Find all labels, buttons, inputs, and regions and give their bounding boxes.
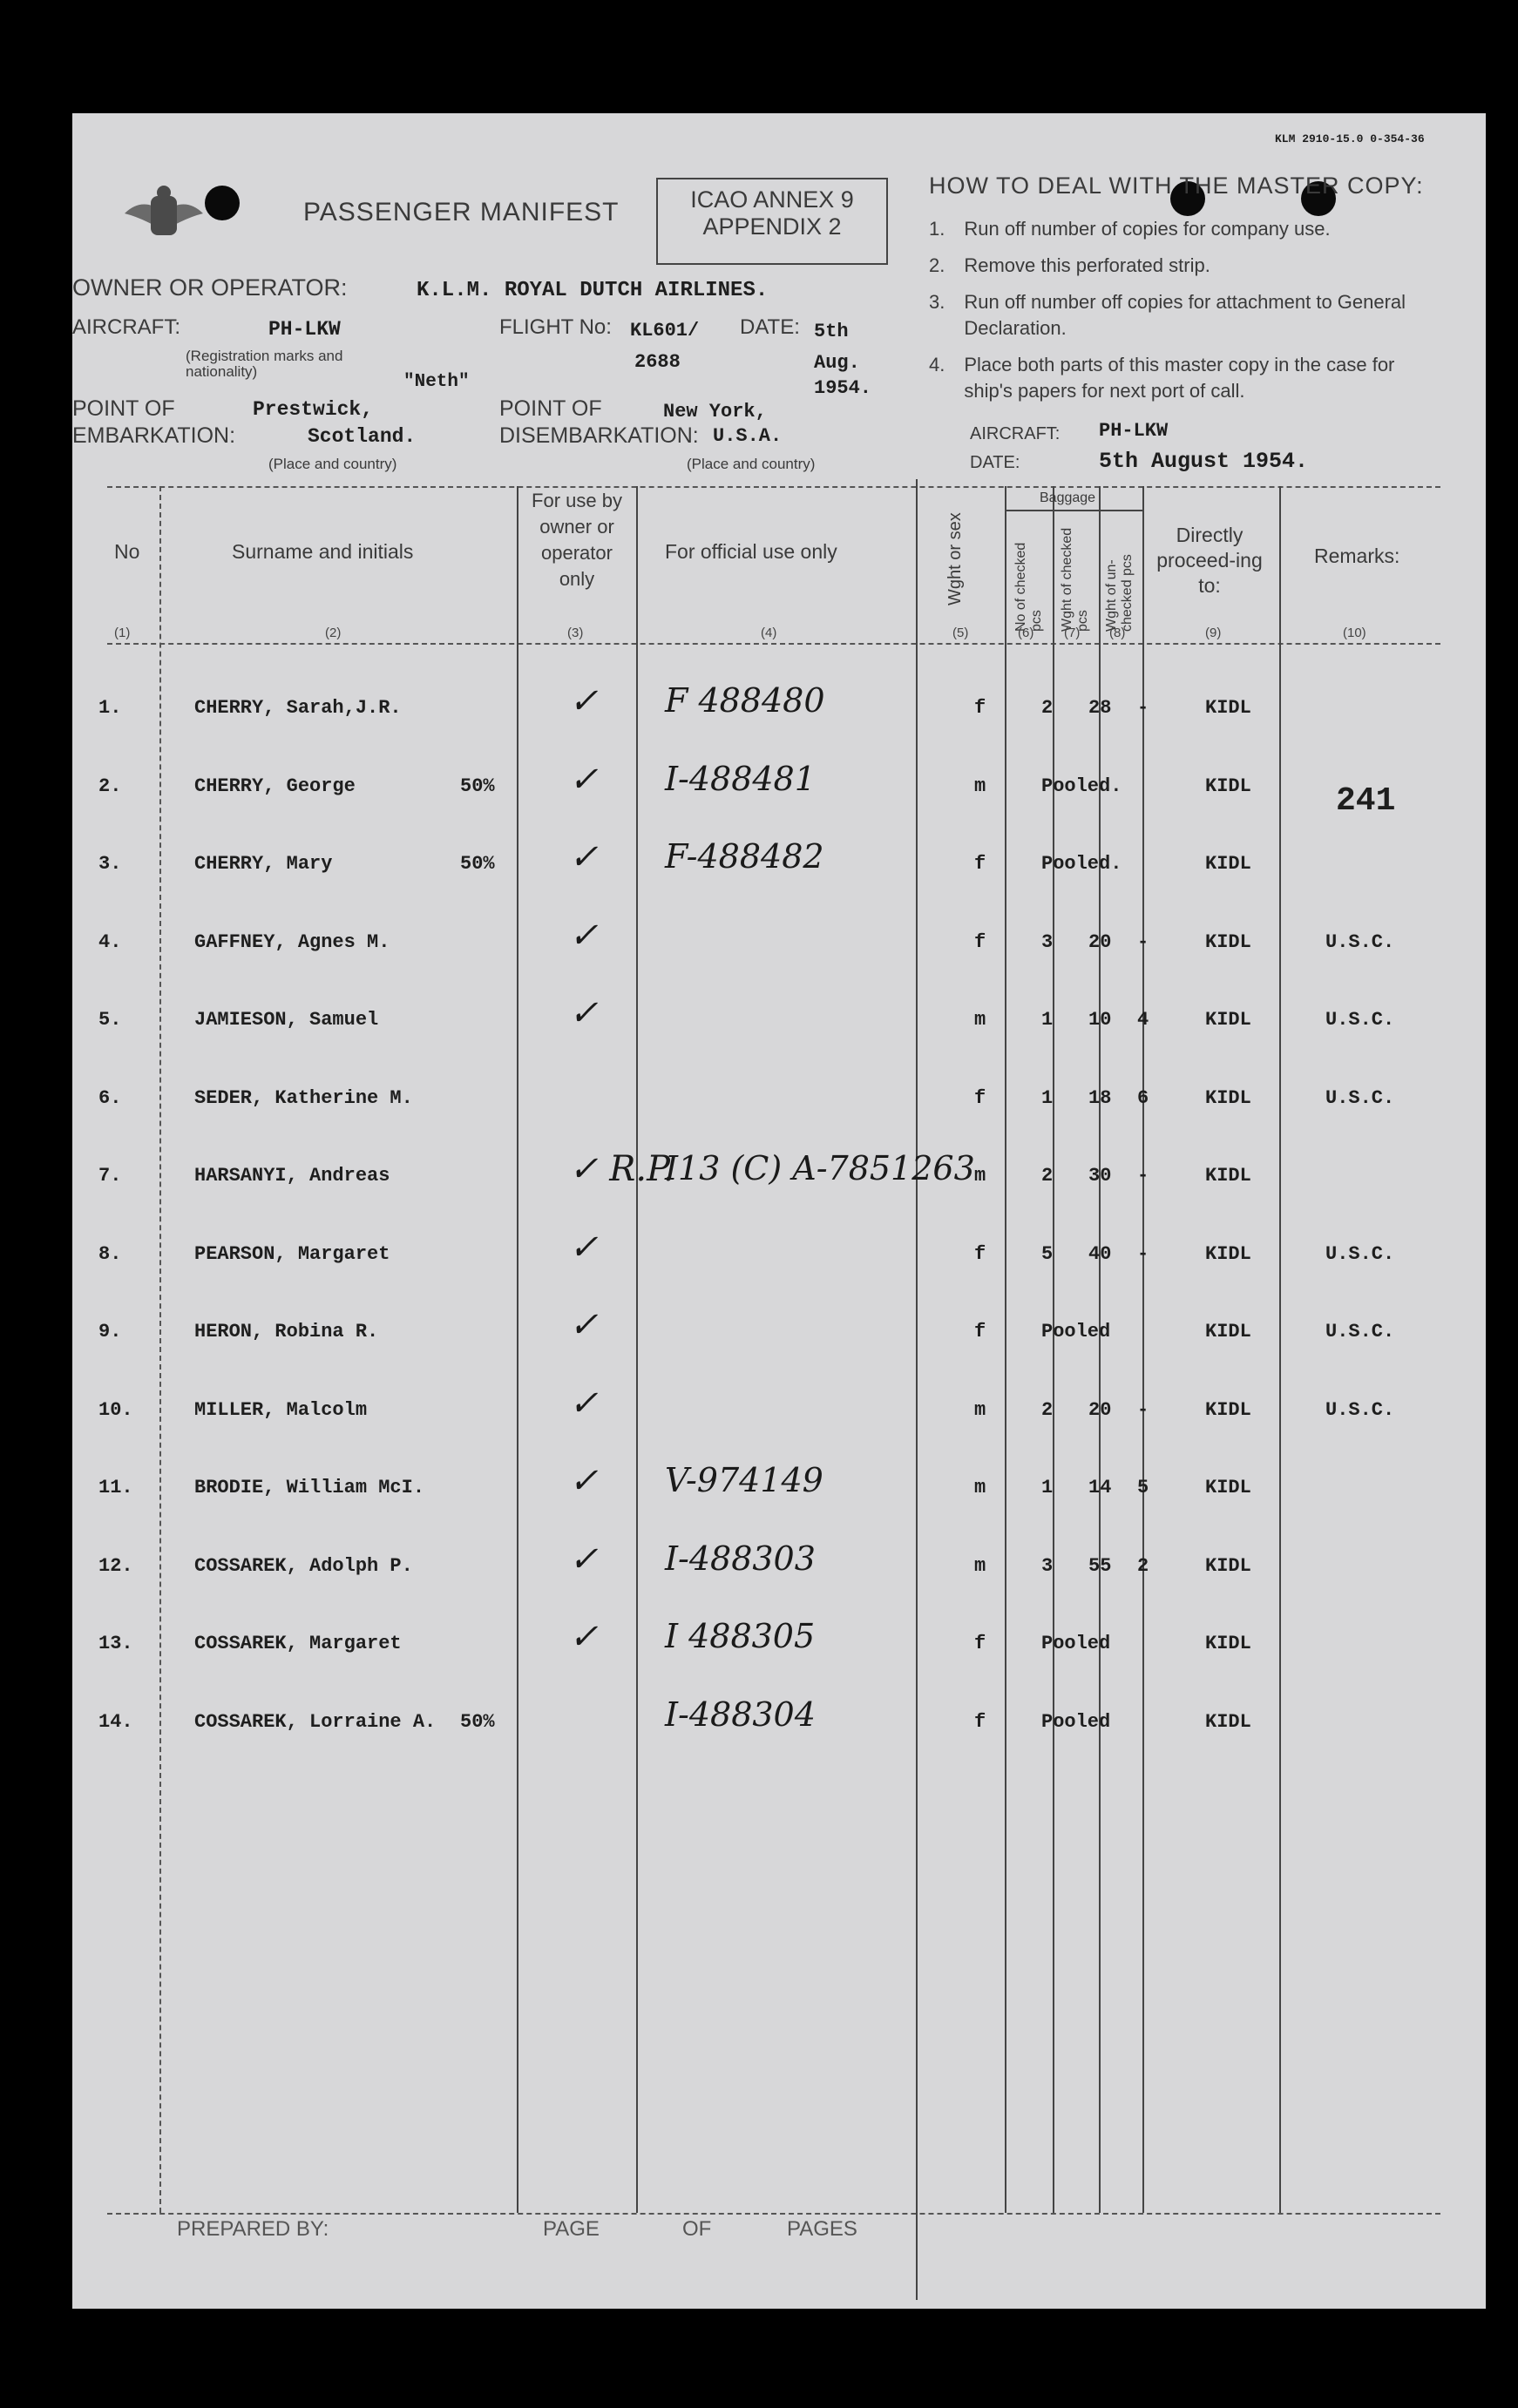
checked-pcs: 1	[1041, 1086, 1054, 1109]
page-label: PAGE	[543, 2217, 600, 2241]
aircraft-label: AIRCRAFT:	[72, 315, 181, 339]
col-header-baggage: Baggage	[1040, 490, 1096, 505]
unchecked-weight: -	[1137, 930, 1149, 953]
col-number: (6)	[1018, 626, 1034, 640]
destination: KIDL	[1205, 1633, 1251, 1654]
unchecked-weight: 5	[1137, 1477, 1149, 1498]
passenger-sex: m	[974, 1554, 986, 1577]
col-header-owner-use: For use by owner or operator only	[532, 490, 622, 590]
table-row	[98, 1383, 1458, 1451]
row-number: 3.	[98, 853, 122, 875]
remarks: U.S.C.	[1325, 1398, 1395, 1421]
owner-check-mark: ✓ R.P.	[569, 1149, 674, 1189]
passenger-name: MILLER, Malcolm	[194, 1398, 368, 1421]
col-number: (3)	[567, 626, 584, 640]
perforation-line	[916, 479, 918, 2300]
destination: KIDL	[1205, 1321, 1251, 1343]
destination: KIDL	[1205, 930, 1251, 953]
fare-percent: 50%	[460, 853, 495, 875]
checked-pcs: 2	[1041, 697, 1054, 719]
prepared-by-label: PREPARED BY:	[177, 2217, 329, 2241]
checked-pcs: Pooled	[1041, 1710, 1111, 1733]
destination: KIDL	[1205, 774, 1251, 797]
official-doc-number: I13 (C) A-7851263	[665, 1149, 975, 1187]
official-doc-number: I-488481	[665, 759, 816, 798]
embark-note: (Place and country)	[268, 456, 397, 472]
unchecked-weight: -	[1137, 1398, 1149, 1421]
col-header-remarks: Remarks:	[1314, 545, 1400, 567]
owner-check-mark: ✓	[569, 915, 599, 956]
baggage-rule	[1005, 510, 1142, 511]
of-label: OF	[682, 2217, 712, 2241]
owner-check-mark: ✓	[569, 1461, 599, 1501]
passenger-sex: f	[974, 1242, 986, 1265]
unchecked-weight: -	[1137, 697, 1149, 719]
col-header-wght-unchecked: Wght of un-checked pcs	[1104, 554, 1135, 632]
row-number: 5.	[98, 1009, 122, 1031]
destination: KIDL	[1205, 1165, 1251, 1187]
flight-value-2: 2688	[634, 351, 681, 373]
registration-note: (Registration marks and nationality)	[186, 348, 343, 380]
table-row	[98, 681, 1458, 749]
instr-date-label: DATE:	[970, 453, 1020, 472]
col-header-no: No	[114, 540, 140, 563]
owner-label: OWNER OR OPERATOR:	[72, 274, 348, 301]
disembark-note: (Place and country)	[687, 456, 816, 472]
row-number: 12.	[98, 1554, 133, 1577]
flight-value-1: KL601/	[630, 320, 700, 342]
table-header-rule	[107, 643, 1440, 645]
official-doc-number: I 488305	[665, 1617, 816, 1655]
passenger-sex: f	[974, 1321, 986, 1343]
checked-pcs: Pooled.	[1041, 853, 1122, 875]
passenger-name: GAFFNEY, Agnes M.	[194, 930, 390, 953]
checked-weight: 18	[1088, 1086, 1112, 1109]
owner-check-mark: ✓	[569, 1383, 599, 1424]
checked-pcs: 2	[1041, 1165, 1054, 1187]
col-header-surname: Surname and initials	[232, 540, 414, 563]
row-number: 9.	[98, 1321, 122, 1343]
checked-weight: 28	[1088, 697, 1112, 719]
passenger-sex: f	[974, 1710, 986, 1733]
embark-city: Prestwick,	[253, 398, 374, 421]
checked-weight: 14	[1088, 1477, 1112, 1498]
unchecked-weight: 6	[1137, 1086, 1149, 1109]
klm-logo-icon	[116, 179, 212, 248]
icao-box	[656, 178, 888, 265]
passenger-name: HERON, Robina R.	[194, 1321, 379, 1343]
table-row	[98, 1617, 1458, 1685]
icao-line-2: APPENDIX 2	[702, 213, 842, 240]
checked-weight: 30	[1088, 1165, 1112, 1187]
unchecked-weight: 2	[1137, 1554, 1149, 1577]
date-value-3: 1954.	[814, 377, 872, 399]
passenger-sex: m	[974, 1477, 986, 1498]
col-header-wght-checked: Wght of checked pcs	[1060, 527, 1090, 632]
passenger-name: PEARSON, Margaret	[194, 1242, 390, 1265]
embark-country: Scotland.	[308, 425, 417, 448]
page-stamp-number: 241	[1336, 782, 1396, 820]
destination: KIDL	[1205, 1398, 1251, 1421]
col-header-checked-pcs: No of checked pcs	[1013, 542, 1044, 632]
row-number: 14.	[98, 1710, 133, 1733]
col-header-directly: Directly proceed-ing to:	[1156, 524, 1263, 597]
passenger-name: SEDER, Katherine M.	[194, 1086, 413, 1109]
checked-weight: 40	[1088, 1242, 1112, 1265]
passenger-sex: m	[974, 1398, 986, 1421]
passenger-name: CHERRY, Mary	[194, 853, 333, 875]
col-number: (8)	[1109, 626, 1126, 640]
unchecked-weight: -	[1137, 1242, 1149, 1265]
table-top-rule	[107, 486, 1440, 488]
destination: KIDL	[1205, 1710, 1251, 1733]
instructions-heading: HOW TO DEAL WITH THE MASTER COPY:	[929, 172, 1424, 199]
row-number: 11.	[98, 1477, 133, 1498]
remarks: U.S.C.	[1325, 1242, 1395, 1265]
destination: KIDL	[1205, 1242, 1251, 1265]
col-header-official: For official use only	[665, 540, 837, 563]
col-number: (5)	[952, 626, 969, 640]
checked-pcs: 1	[1041, 1477, 1054, 1498]
row-number: 6.	[98, 1086, 122, 1109]
col-number: (2)	[325, 626, 342, 640]
fare-percent: 50%	[460, 1710, 495, 1733]
checked-pcs: 1	[1041, 1009, 1054, 1031]
checked-pcs: 5	[1041, 1242, 1054, 1265]
owner-check-mark: ✓	[569, 1539, 599, 1579]
col-number: (7)	[1064, 626, 1081, 640]
instructions-list: 1. Run off number of copies for company use. 2. Remove this perforated strip. 3. Run off number off copies for attachment to General Declaration. 4. Place both parts of this master copy in the case for ship's papers for next port of call.	[929, 218, 1406, 402]
remarks: U.S.C.	[1325, 1321, 1395, 1343]
row-number: 13.	[98, 1633, 133, 1654]
checked-weight: 55	[1088, 1554, 1112, 1577]
destination: KIDL	[1205, 1086, 1251, 1109]
nationality-value: "Neth"	[403, 372, 470, 392]
passenger-sex: f	[974, 1086, 986, 1109]
disembark-country: U.S.A.	[713, 425, 783, 447]
official-doc-number: V-974149	[665, 1461, 823, 1499]
table-row	[98, 1305, 1458, 1373]
checked-pcs: Pooled	[1041, 1321, 1111, 1343]
checked-pcs: 3	[1041, 930, 1054, 953]
row-number: 4.	[98, 930, 122, 953]
remarks: U.S.C.	[1325, 1086, 1395, 1109]
passenger-sex: f	[974, 853, 986, 875]
destination: KIDL	[1205, 853, 1251, 875]
table-row	[98, 993, 1458, 1061]
passenger-name: JAMIESON, Samuel	[194, 1009, 379, 1031]
passenger-sex: m	[974, 774, 986, 797]
icao-line-1: ICAO ANNEX 9	[690, 186, 854, 213]
official-doc-number: F 488480	[665, 681, 825, 720]
passenger-sex: m	[974, 1165, 986, 1187]
row-number: 7.	[98, 1165, 122, 1187]
table-row	[98, 1227, 1458, 1295]
row-number: 8.	[98, 1242, 122, 1265]
passenger-name: CHERRY, George	[194, 774, 356, 797]
embark-label-2: EMBARKATION:	[72, 423, 236, 448]
disembark-label-1: POINT OF	[499, 396, 602, 421]
passenger-sex: f	[974, 930, 986, 953]
fare-percent: 50%	[460, 774, 495, 797]
official-doc-number: F-488482	[665, 837, 824, 876]
unchecked-weight: 4	[1137, 1009, 1149, 1031]
passenger-sex: m	[974, 1009, 986, 1031]
table-row	[98, 837, 1458, 905]
checked-pcs: Pooled.	[1041, 774, 1122, 797]
flight-label: FLIGHT No:	[499, 315, 612, 339]
date-label: DATE:	[740, 315, 800, 339]
row-number: 2.	[98, 774, 122, 797]
passenger-name: COSSAREK, Margaret	[194, 1633, 402, 1654]
checked-weight: 10	[1088, 1009, 1112, 1031]
passenger-name: BRODIE, William McI.	[194, 1477, 425, 1498]
col-header-wght-sex: Wght or sex	[945, 512, 965, 605]
table-row	[98, 915, 1458, 984]
checked-pcs: Pooled	[1041, 1633, 1111, 1654]
table-row	[98, 1087, 1458, 1140]
col-number: (1)	[114, 626, 131, 640]
date-value-2: Aug.	[814, 352, 860, 374]
official-doc-number: I-488304	[665, 1694, 816, 1734]
checked-pcs: 3	[1041, 1554, 1054, 1577]
disembark-label-2: DISEMBARKATION:	[499, 423, 699, 448]
disembark-city: New York,	[663, 401, 767, 423]
instr-aircraft-label: AIRCRAFT:	[970, 424, 1061, 443]
official-doc-number: I-488303	[665, 1539, 816, 1578]
row-number: 10.	[98, 1398, 133, 1421]
embark-label-1: POINT OF	[72, 396, 175, 421]
passenger-name: HARSANYI, Andreas	[194, 1165, 390, 1187]
passenger-name: CHERRY, Sarah,J.R.	[194, 697, 402, 719]
destination: KIDL	[1205, 1477, 1251, 1498]
destination: KIDL	[1205, 1009, 1251, 1031]
instr-date-value: 5th August 1954.	[1099, 449, 1309, 474]
destination: KIDL	[1205, 1554, 1251, 1577]
row-number: 1.	[98, 697, 122, 719]
passenger-sex: f	[974, 1633, 986, 1654]
table-row	[98, 1539, 1458, 1607]
owner-check-mark: ✓	[569, 1227, 599, 1268]
owner-check-mark: ✓	[569, 1305, 599, 1345]
passenger-name: COSSAREK, Adolph P.	[194, 1554, 413, 1577]
checked-weight: 20	[1088, 930, 1112, 953]
table-row	[98, 759, 1458, 828]
remarks: U.S.C.	[1325, 1009, 1395, 1031]
aircraft-value: PH-LKW	[268, 318, 341, 341]
col-number: (10)	[1343, 626, 1366, 640]
date-value-1: 5th	[814, 321, 849, 342]
owner-check-mark: ✓	[569, 759, 599, 800]
instr-aircraft-value: PH-LKW	[1099, 420, 1169, 442]
table-bottom-rule	[107, 2213, 1440, 2215]
owner-check-mark: ✓	[569, 837, 599, 877]
pages-label: PAGES	[787, 2217, 857, 2241]
checked-weight: 20	[1088, 1398, 1112, 1421]
passenger-sex: f	[974, 697, 986, 719]
table-row	[98, 1694, 1458, 1763]
owner-value: K.L.M. ROYAL DUTCH AIRLINES.	[417, 279, 769, 302]
table-row	[98, 1461, 1458, 1529]
destination: KIDL	[1205, 697, 1251, 719]
passenger-name: COSSAREK, Lorraine A.	[194, 1710, 437, 1733]
col-number: (4)	[761, 626, 777, 640]
unchecked-weight: -	[1137, 1165, 1149, 1187]
manifest-sheet	[72, 113, 1486, 2309]
col-number: (9)	[1205, 626, 1222, 640]
owner-check-mark: ✓	[569, 681, 599, 721]
owner-check-mark: ✓	[569, 1617, 599, 1657]
doc-code: KLM 2910-15.0 0-354-36	[1275, 132, 1425, 145]
owner-check-mark: ✓	[569, 993, 599, 1033]
remarks: U.S.C.	[1325, 930, 1395, 953]
checked-pcs: 2	[1041, 1398, 1054, 1421]
table-row	[98, 1149, 1458, 1217]
page-title: PASSENGER MANIFEST	[303, 198, 620, 227]
